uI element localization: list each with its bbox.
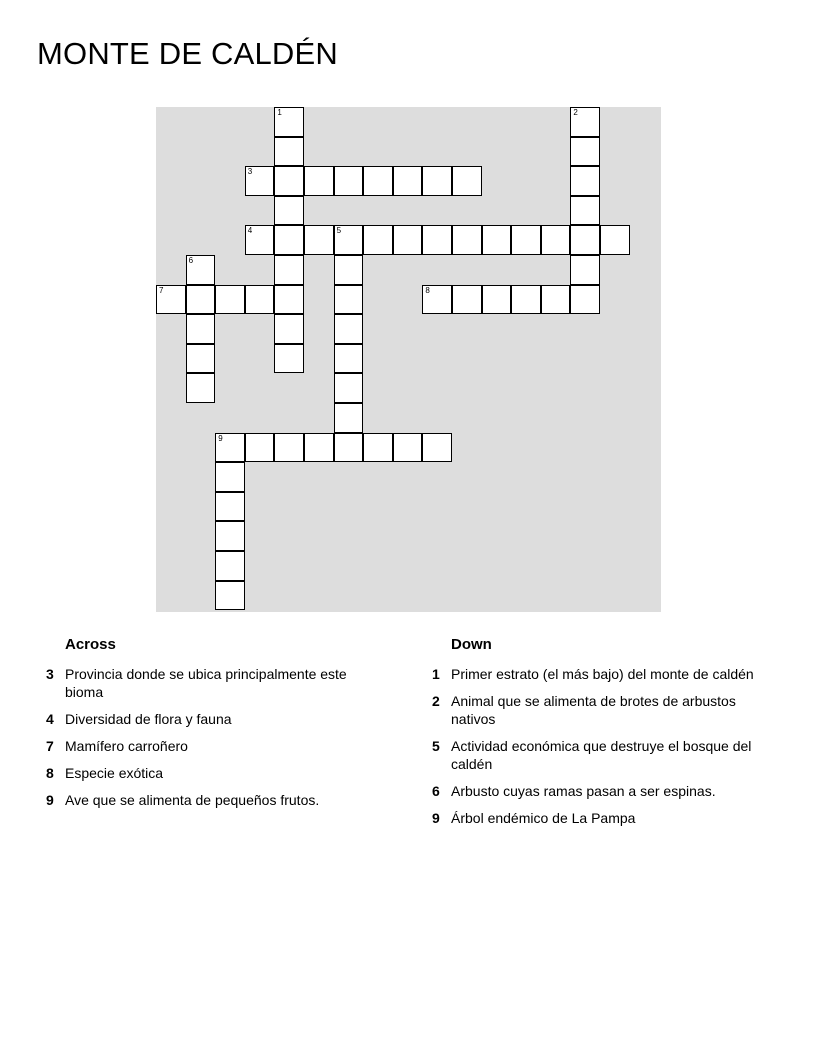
grid-cell[interactable]: [334, 225, 364, 255]
grid-cell[interactable]: [570, 196, 600, 226]
grid-cell[interactable]: [274, 255, 304, 285]
cell-number: 3: [247, 167, 253, 177]
grid-cell[interactable]: [274, 225, 304, 255]
grid-cell[interactable]: [274, 433, 304, 463]
grid-cell[interactable]: [452, 285, 482, 315]
clue-text: Diversidad de flora y fauna: [65, 711, 232, 727]
grid-cell[interactable]: [422, 285, 452, 315]
grid-cell[interactable]: [334, 403, 364, 433]
cell-number: 6: [188, 256, 194, 265]
grid-cell[interactable]: [541, 285, 571, 315]
grid-cell[interactable]: [334, 344, 364, 374]
grid-cell[interactable]: [600, 225, 630, 255]
down-clues: [432, 636, 762, 836]
clue-number: 9: [432, 810, 440, 826]
clue-text: Primer estrato (el más bajo) del monte de caldén: [451, 666, 754, 682]
cell-number: 5: [336, 226, 342, 236]
grid-cell[interactable]: [452, 225, 482, 255]
grid-cell[interactable]: [274, 137, 304, 167]
grid-cell[interactable]: [274, 344, 304, 374]
grid-cell[interactable]: [334, 373, 364, 403]
grid-cell[interactable]: [215, 521, 245, 551]
grid-cell[interactable]: [570, 137, 600, 167]
grid-cell[interactable]: [245, 433, 275, 463]
grid-cell[interactable]: [363, 433, 393, 463]
grid-cell[interactable]: [215, 492, 245, 522]
grid-cell[interactable]: [274, 314, 304, 344]
grid-cell[interactable]: [334, 166, 364, 196]
grid-cell[interactable]: [274, 196, 304, 226]
grid-cell[interactable]: [393, 433, 423, 463]
grid-cell[interactable]: [274, 166, 304, 196]
grid-cell[interactable]: [511, 225, 541, 255]
across-clues: [46, 636, 376, 818]
grid-cell[interactable]: [215, 433, 245, 463]
grid-cell[interactable]: [334, 314, 364, 344]
grid-cell[interactable]: [422, 225, 452, 255]
clue-text: Ave que se alimenta de pequeños frutos.: [65, 792, 320, 808]
grid-cell[interactable]: [363, 225, 393, 255]
grid-cell[interactable]: [186, 285, 216, 315]
clue-number: 6: [432, 783, 440, 799]
grid-cell[interactable]: [186, 373, 216, 403]
cell-number: 7: [159, 285, 164, 295]
clue-across-3: [46, 665, 376, 701]
grid-cell[interactable]: [452, 166, 482, 196]
grid-cell[interactable]: [482, 285, 512, 315]
clue-number: 8: [46, 765, 54, 781]
grid-cell[interactable]: [570, 107, 600, 137]
clue-number: 3: [46, 666, 54, 682]
clue-text: Animal que se alimenta de brotes de arbustos nativos: [451, 693, 736, 727]
grid-cell[interactable]: [393, 166, 423, 196]
grid-cell[interactable]: [363, 166, 393, 196]
grid-cell[interactable]: [482, 225, 512, 255]
clue-across-8: [46, 764, 376, 782]
cell-number: 8: [425, 285, 430, 295]
crossword-grid: [156, 107, 661, 612]
clue-text: Arbusto cuyas ramas pasan a ser espinas.: [451, 783, 716, 799]
grid-cell[interactable]: [304, 433, 334, 463]
clue-text: Especie exótica: [65, 765, 164, 781]
clue-number: 9: [46, 792, 54, 808]
grid-cell[interactable]: [274, 107, 304, 137]
grid-cell[interactable]: [570, 225, 600, 255]
clue-down-1: [432, 665, 762, 683]
grid-cell[interactable]: [541, 225, 571, 255]
grid-cell[interactable]: [215, 285, 245, 315]
grid-cell[interactable]: [215, 462, 245, 492]
grid-cell[interactable]: [570, 166, 600, 196]
clue-number: 2: [432, 693, 440, 709]
clue-across-4: [46, 710, 376, 728]
clue-text: Provincia donde se ubica principalmente este bioma: [65, 666, 347, 700]
grid-cell[interactable]: [274, 285, 304, 315]
grid-cell[interactable]: [334, 433, 364, 463]
page-title: MONTE DE CALDÉN: [37, 36, 338, 71]
grid-cell[interactable]: [422, 433, 452, 463]
grid-cell[interactable]: [570, 255, 600, 285]
across-heading: Across: [65, 636, 116, 653]
clue-across-7: [46, 737, 376, 755]
grid-cell[interactable]: [511, 285, 541, 315]
cell-number: 9: [218, 433, 223, 443]
clue-text: Actividad económica que destruye el bosque del caldén: [451, 738, 752, 772]
grid-cell[interactable]: [186, 344, 216, 374]
grid-cell[interactable]: [570, 285, 600, 315]
grid-cell[interactable]: [245, 225, 275, 255]
clue-down-9: [432, 809, 762, 827]
clue-number: 7: [46, 738, 54, 754]
grid-cell[interactable]: [215, 581, 245, 611]
cell-number: 1: [277, 108, 282, 117]
clue-text: Árbol endémico de La Pampa: [451, 810, 636, 826]
clue-text: Mamífero carroñero: [65, 738, 188, 754]
grid-cell[interactable]: [304, 166, 334, 196]
grid-cell[interactable]: [186, 314, 216, 344]
grid-cell[interactable]: [215, 551, 245, 581]
down-heading: Down: [451, 636, 492, 653]
clue-number: 5: [432, 738, 440, 754]
grid-cell[interactable]: [245, 285, 275, 315]
clue-number: 1: [432, 666, 440, 682]
clue-number: 4: [46, 711, 54, 727]
grid-cell[interactable]: [334, 255, 364, 285]
clue-across-9: [46, 791, 376, 809]
grid-cell[interactable]: [245, 166, 275, 196]
grid-cell[interactable]: [304, 225, 334, 255]
grid-cell[interactable]: [334, 285, 364, 315]
cell-number: 2: [573, 108, 578, 117]
clue-down-2: [432, 692, 762, 728]
grid-cell[interactable]: [186, 255, 216, 285]
clue-down-5: [432, 737, 762, 773]
grid-cell[interactable]: [156, 285, 186, 315]
cell-number: 4: [247, 226, 253, 236]
clue-down-6: [432, 782, 762, 800]
grid-cell[interactable]: [422, 166, 452, 196]
grid-cell[interactable]: [393, 225, 423, 255]
